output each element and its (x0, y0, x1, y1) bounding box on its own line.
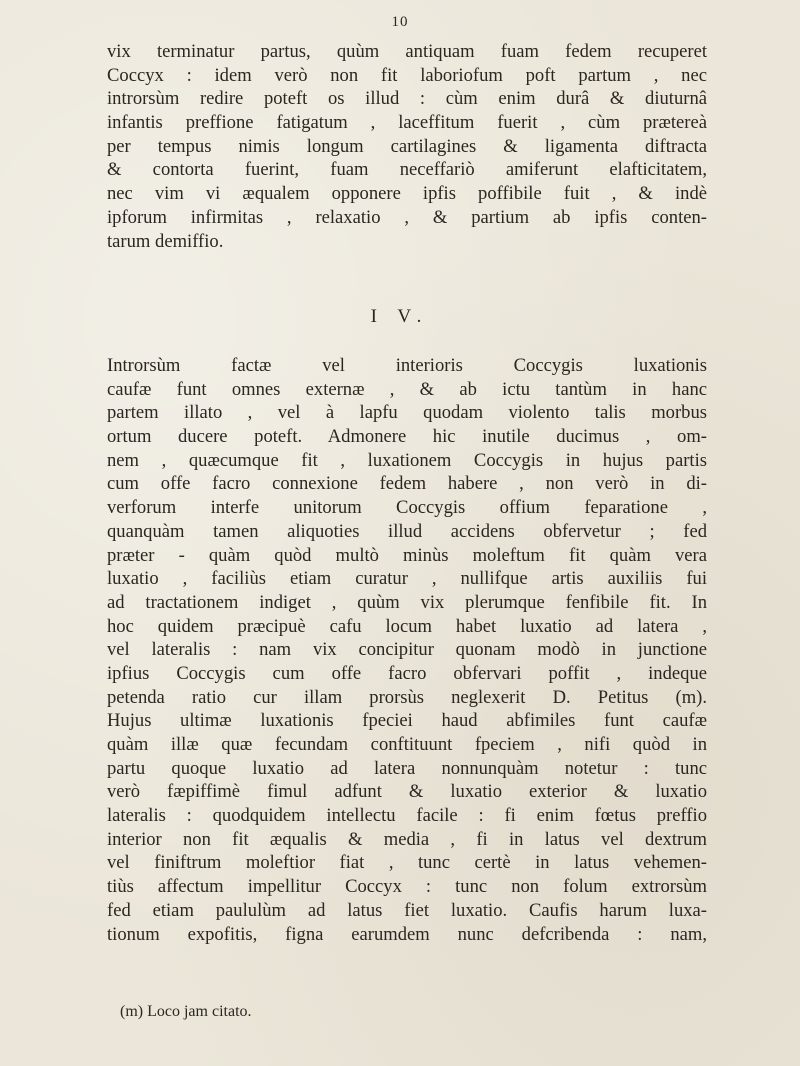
text-line: ortum ducere poteft. Admonere hic inutile ducimus , om- (107, 426, 707, 448)
text-line: fed etiam paululùm ad latus fiet luxatio. Caufis harum luxa- (107, 899, 707, 921)
text-line: caufæ funt omnes externæ , & ab ictu tantùm in hanc (107, 378, 707, 400)
text-line: cum offe facro connexione fedem habere , non verò in di- (107, 473, 707, 495)
text-line: præter - quàm quòd multò minùs moleftum fit quàm vera (107, 544, 707, 566)
text-line: Coccyx : idem verò non fit laboriofum poft partum , nec (107, 64, 707, 86)
paragraph-1 (107, 40, 707, 253)
text-line: partem illato , vel à lapfu quodam violento talis morbus (107, 402, 707, 424)
text-line: nec vim vi æqualem opponere ipfis poffibile fuit , & indè (107, 183, 707, 205)
text-line: petenda ratio cur illam prorsùs neglexerit D. Petitus (m). (107, 686, 707, 708)
text-line: hoc quidem præcipuè cafu locum habet luxatio ad latera , (107, 615, 707, 637)
text-line: ipforum infirmitas , relaxatio , & partium ab ipfis conten- (107, 206, 707, 228)
text-line: Introrsùm factæ vel interioris Coccygis luxationis (107, 355, 707, 376)
text-line: per tempus nimis longum cartilagines & ligamenta diftracta (107, 135, 707, 157)
section-heading: I V. (370, 306, 430, 327)
text-line: quàm illæ quæ fecundam conftituunt fpeciem , nifi quòd in (107, 734, 707, 755)
paragraph-2 (107, 354, 707, 946)
text-line: vix terminatur partus, quùm antiquam fuam fedem recuperet (107, 41, 707, 62)
text-line: Hujus ultimæ luxationis fpeciei haud abfimiles funt caufæ (107, 710, 707, 732)
text-line: verforum interfe unitorum Coccygis offium feparatione , (107, 497, 707, 519)
text-line: luxatio , faciliùs etiam curatur , nullifque artis auxiliis fui (107, 568, 707, 590)
text-line: ad tractationem indiget , quùm vix plerumque fenfibile fit. In (107, 591, 707, 613)
text-line: quanquàm tamen aliquoties illud accidens obfervetur ; fed (107, 520, 707, 542)
text-line: tarum demiffio. (107, 230, 224, 252)
text-line: tionum expofitis, figna earumdem nunc defcribenda : nam, (107, 923, 707, 945)
text-line: infantis preffione fatigatum , laceffitum fuerit , cùm prætereà (107, 112, 707, 134)
text-line: lateralis : quodquidem intellectu facile : fi enim fœtus preffio (107, 805, 707, 827)
text-line: tiùs affectum impellitur Coccyx : tunc non folum extrorsùm (107, 876, 707, 898)
page-number: 10 (391, 14, 409, 30)
text-line: ipfius Coccygis cum offe facro obfervari poffit , indeque (107, 662, 707, 684)
text-line: interior non fit æqualis & media , fi in latus vel dextrum (107, 828, 707, 850)
text-line: nem , quæcumque fit , luxationem Coccygis in hujus partis (107, 449, 707, 471)
text-line: introrsùm redire poteft os illud : cùm enim durâ & diuturnâ (107, 88, 707, 110)
footnote: (m) Loco jam citato. (120, 1003, 252, 1020)
text-line: & contorta fuerint, fuam neceffariò amiferunt elafticitatem, (107, 159, 707, 181)
text-line: vel finiftrum moleftior fiat , tunc certè in latus vehemen- (107, 852, 707, 874)
text-line: vel lateralis : nam vix concipitur quonam modò in junctione (107, 639, 707, 661)
text-line: verò fæpiffimè fimul adfunt & luxatio exterior & luxatio (107, 781, 707, 803)
text-line: partu quoque luxatio ad latera nonnunquàm notetur : tunc (107, 757, 707, 779)
